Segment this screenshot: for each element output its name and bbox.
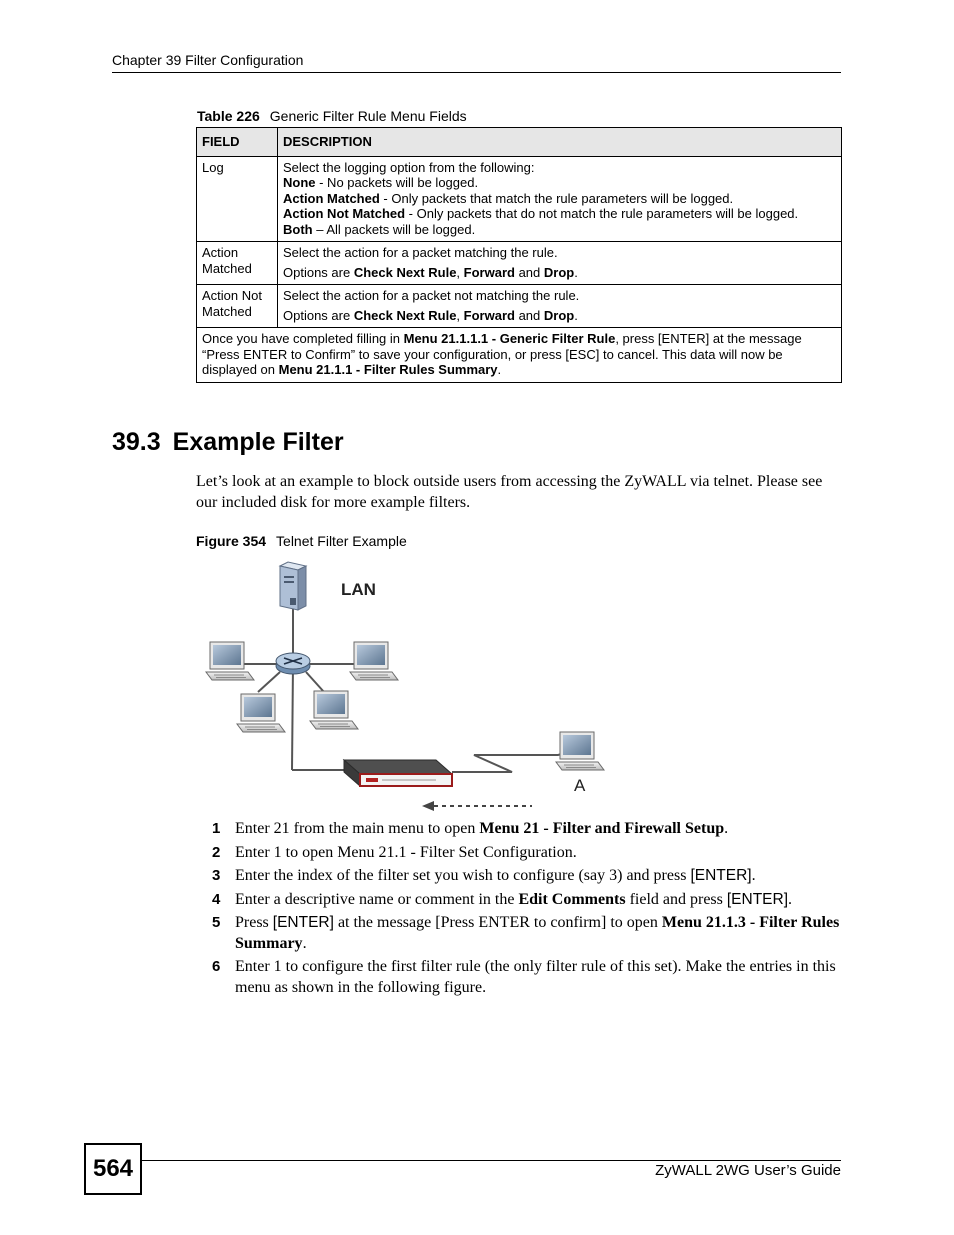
step-text: Press — [235, 914, 273, 931]
option-line — [283, 222, 836, 238]
network-links — [226, 608, 576, 772]
zywall-device-icon — [344, 760, 452, 786]
step-text: Enter 21 from the main menu to open — [235, 820, 480, 837]
separator: and — [514, 264, 544, 280]
options-line — [283, 308, 836, 324]
key-name: [ENTER] — [272, 914, 334, 931]
step-text: Enter the index of the filter set you wish to configure (say 3) and press — [235, 867, 691, 884]
field-description — [278, 156, 842, 242]
step-text: . — [788, 890, 793, 908]
computer-icon — [237, 694, 285, 732]
list-item — [196, 866, 842, 887]
step-field-name: Edit Comments — [518, 890, 626, 908]
description-line: Select the action for a packet matching the rule. — [283, 245, 558, 260]
field-description — [278, 242, 842, 285]
step-text: Enter 1 to configure the first filter rule (the only filter rule of this set). Make the entries in this menu as shown in the following figure. — [235, 958, 836, 996]
figure-caption-label: Figure 354 — [196, 533, 267, 549]
running-header — [112, 52, 841, 73]
option-term: Action Matched — [283, 190, 380, 206]
options-prefix: Options are — [283, 307, 354, 323]
list-item — [196, 957, 842, 998]
option-text: - Only packets that do not match the rule parameters will be logged. — [405, 206, 799, 221]
list-item — [196, 843, 842, 864]
filter-rule-fields-table — [196, 127, 842, 383]
page-number: 564 — [84, 1143, 142, 1195]
list-item — [196, 819, 842, 840]
column-header-description: DESCRIPTION — [278, 128, 842, 157]
option-term: Forward — [463, 307, 515, 323]
table-caption-title: Generic Filter Rule Menu Fields — [269, 108, 467, 124]
step-number: 5 — [212, 914, 221, 931]
section-heading — [112, 428, 344, 457]
chapter-title: Chapter 39 Filter Configuration — [112, 52, 304, 68]
list-item — [196, 913, 842, 954]
telnet-filter-diagram — [196, 560, 616, 816]
step-text: Enter a descriptive name or comment in the — [235, 890, 519, 908]
option-line — [283, 206, 836, 222]
option-line — [283, 175, 836, 191]
option-term: Check Next Rule — [353, 307, 457, 323]
column-header-field: FIELD — [197, 128, 278, 157]
steps-list — [196, 819, 842, 1001]
option-term: Both — [283, 221, 313, 237]
blocked-traffic-arrow — [422, 801, 532, 811]
switch-icon — [276, 653, 310, 674]
table-note-row — [197, 328, 842, 383]
note-menu-name: Menu 21.1.1.1 - Generic Filter Rule — [403, 331, 616, 346]
figure-caption-title: Telnet Filter Example — [276, 533, 407, 549]
computer-icon — [206, 642, 254, 680]
table-row — [197, 156, 842, 242]
server-icon — [280, 562, 306, 610]
note-text: Once you have completed filling in — [202, 331, 404, 346]
step-number: 2 — [212, 843, 221, 861]
computer-icon — [310, 691, 358, 729]
separator: , — [456, 307, 464, 323]
separator: . — [574, 307, 578, 323]
step-menu-name: Menu 21.1.3 - Filter Rules Summary — [235, 914, 840, 952]
key-name: [ENTER] — [690, 867, 752, 884]
step-number: 4 — [212, 890, 221, 908]
option-term: Forward — [463, 264, 515, 280]
step-text: . — [724, 820, 729, 837]
option-text: – All packets will be logged. — [312, 221, 476, 237]
table-caption — [197, 108, 467, 124]
options-line — [283, 265, 836, 281]
footer-divider — [140, 1160, 841, 1161]
option-term: Action Not Matched — [283, 206, 406, 221]
step-text: . — [302, 934, 307, 952]
step-number: 6 — [212, 958, 221, 975]
option-term: Drop — [543, 264, 575, 280]
key-name: [ENTER] — [726, 890, 789, 908]
table-header-row — [197, 128, 842, 157]
options-prefix: Options are — [283, 264, 354, 280]
option-term: None — [283, 175, 316, 190]
step-text: . — [751, 867, 756, 884]
option-line — [283, 191, 836, 207]
field-description — [278, 285, 842, 328]
description-line: Select the logging option from the following: — [283, 159, 535, 175]
option-term: Check Next Rule — [353, 264, 457, 280]
separator: . — [574, 264, 578, 280]
remote-computer-label: A — [574, 776, 586, 795]
separator: , — [456, 264, 464, 280]
step-menu-name: Menu 21 - Filter and Firewall Setup — [479, 820, 725, 837]
description-line: Select the action for a packet not matching the rule. — [283, 288, 580, 303]
remote-computer-icon — [556, 732, 604, 770]
table-row — [197, 242, 842, 285]
note-text: , press [ENTER] at the message “Press ENTER to Confirm” to save your configuration, or press [ESC] to cancel. This data will now be displayed on — [202, 331, 802, 377]
guide-title: ZyWALL 2WG User’s Guide — [655, 1162, 841, 1179]
lan-label: LAN — [341, 580, 376, 599]
list-item — [196, 890, 842, 911]
table-caption-label: Table 226 — [197, 108, 260, 124]
note-text: . — [497, 362, 502, 377]
option-term: Drop — [543, 307, 575, 323]
field-name: Log — [197, 156, 278, 242]
section-number: 39.3 — [112, 428, 161, 456]
step-text: at the message [Press ENTER to confirm] to open — [333, 914, 662, 931]
computer-icon — [350, 642, 398, 680]
table-footer-note — [197, 328, 842, 383]
table-row — [197, 285, 842, 328]
field-name: Action Not Matched — [197, 285, 278, 328]
figure-caption — [196, 533, 407, 549]
step-text: Enter 1 to open Menu 21.1 - Filter Set Configuration. — [235, 843, 577, 861]
step-number: 1 — [212, 820, 221, 837]
step-text: field and press — [625, 890, 727, 908]
note-menu-name: Menu 21.1.1 - Filter Rules Summary — [278, 362, 498, 377]
option-text: - No packets will be logged. — [315, 175, 479, 190]
intro-paragraph: Let’s look at an example to block outside users from accessing the ZyWALL via telnet. Please see our included disk for more example filters. — [196, 473, 823, 511]
section-title: Example Filter — [172, 428, 344, 456]
field-name: Action Matched — [197, 242, 278, 285]
separator: and — [514, 307, 544, 323]
option-text: - Only packets that match the rule parameters will be logged. — [379, 190, 734, 206]
step-number: 3 — [212, 867, 221, 884]
